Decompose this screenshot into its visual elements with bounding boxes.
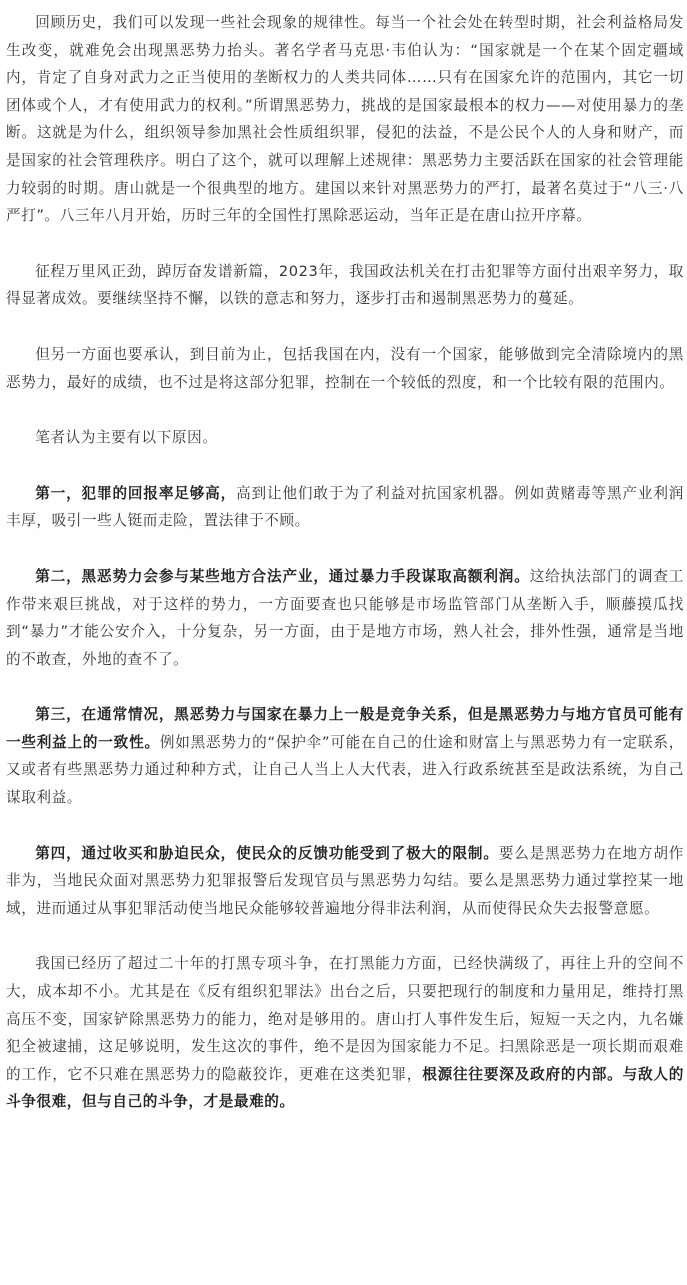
paragraph-text: 笔者认为主要有以下原因。 (35, 429, 218, 447)
paragraph-text: 高到让他们敢于为了利益对抗国家机器。例如黄赌毒等黑产业利润丰厚，吸引一些人铤而走险，置法律于不顾。 (6, 484, 684, 530)
paragraph-acknowledgement (6, 341, 684, 396)
paragraph-reason-one (6, 480, 684, 535)
paragraph-history (6, 9, 684, 230)
paragraph-text: 这给执法部门的调查工作带来艰巨挑战，对于这样的势力，一方面要查也只能够是市场监管部门从垄断入手，顺藤摸瓜找到“暴力”才能公安介入，十分复杂，另一方面，由于是地方市场，熟人社会，排外性强，通常是当地的不敢查，外地的查不了。 (6, 567, 684, 668)
paragraph-text: 我国已经历了超过二十年的打黑专项斗争，在打黑能力方面，已经快满级了，再往上升的空间不大，成本却不小。尤其是在《反有组织犯罪法》出台之后，只要把现行的制度和力量用足，维持打黑高压不变，国家铲除黑恶势力的能力，绝对是够用的。唐山打人事件发生后，短短一天之内，九名嫌犯全被逮捕，这足够说明，发生这次的事件，绝不是因为国家能力不足。扫黑除恶是一项长期而艰难的工作，它不只难在黑恶势力的隐蔽狡诈，更难在这类犯罪， (6, 955, 684, 1083)
reason-four-heading: 第四，通过收买和胁迫民众，使民众的反馈功能受到了极大的限制。 (35, 844, 499, 862)
paragraph-text: 但另一方面也要承认，到目前为止，包括我国在内，没有一个国家，能够做到完全清除境内的黑恶势力，最好的成绩，也不过是将这部分犯罪，控制在一个较低的烈度，和一个比较有限的范围内。 (6, 345, 684, 391)
paragraph-text: 要么是黑恶势力在地方胡作非为，当地民众面对黑恶势力犯罪报警后发现官员与黑恶势力勾结。要么是黑恶势力通过掌控某一地域，进而通过从事犯罪活动使当地民众能够较普遍地分得非法利润，从而使得民众失去报警意愿。 (6, 844, 684, 917)
paragraph-conclusion (6, 950, 684, 1116)
paragraph-reason-three (6, 701, 684, 811)
paragraph-reason-two (6, 563, 684, 673)
conclusion-emphasis: 根源往往要深及政府的内部。与敌人的斗争很难，但与自己的斗争，才是最难的。 (6, 1065, 685, 1111)
paragraph-2023-achievements (6, 258, 684, 313)
paragraph-reasons-intro (6, 424, 684, 452)
reason-one-heading: 第一，犯罪的回报率足够高， (35, 484, 237, 502)
paragraph-reason-four (6, 840, 684, 923)
reason-two-heading: 第二，黑恶势力会参与某些地方合法产业，通过暴力手段谋取高额利润。 (35, 567, 530, 585)
paragraph-text: 例如黑恶势力的“保护伞”可能在自己的仕途和财富上与黑恶势力有一定联系，又或者有些黑恶势力通过种种方式，让自己人当上人大代表，进入行政系统甚至是政法系统，为自己谋取利益。 (6, 733, 684, 807)
paragraph-text: 回顾历史，我们可以发现一些社会现象的规律性。每当一个社会处在转型时期，社会利益格局发生改变，就难免会出现黑恶势力抬头。著名学者马克思·韦伯认为：“国家就是一个在某个固定疆域内，肯定了自身对武力之正当使用的垄断权力的人类共同体……只有在国家允许的范围内，其它一切团体或个人，才有使用武力的权利。”所谓黑恶势力，挑战的是国家最根本的权力——对使用暴力的垄断。这就是为什么，组织领导参加黑社会性质组织罪，侵犯的法益，不是公民个人的人身和财产，而是国家的社会管理秩序。明白了这个，就可以理解上述规律：黑恶势力主要活跃在国家的社会管理能力较弱的时期。唐山就是一个很典型的地方。建国以来针对黑恶势力的严打，最著名莫过于“八三·八严打”。八三年八月开始，历时三年的全国性打黑除恶运动，当年正是在唐山拉开序幕。 (6, 14, 684, 225)
paragraph-text: 征程万里风正劲，踔厉奋发谱新篇，2023年，我国政法机关在打击犯罪等方面付出艰辛努力，取得显著成效。要继续坚持不懈，以铁的意志和努力，逐步打击和遏制黑恶势力的蔓延。 (6, 262, 684, 308)
reason-three-heading: 第三，在通常情况，黑恶势力与国家在暴力上一般是竞争关系，但是黑恶势力与地方官员可能有一些利益上的一致性。 (6, 706, 684, 751)
